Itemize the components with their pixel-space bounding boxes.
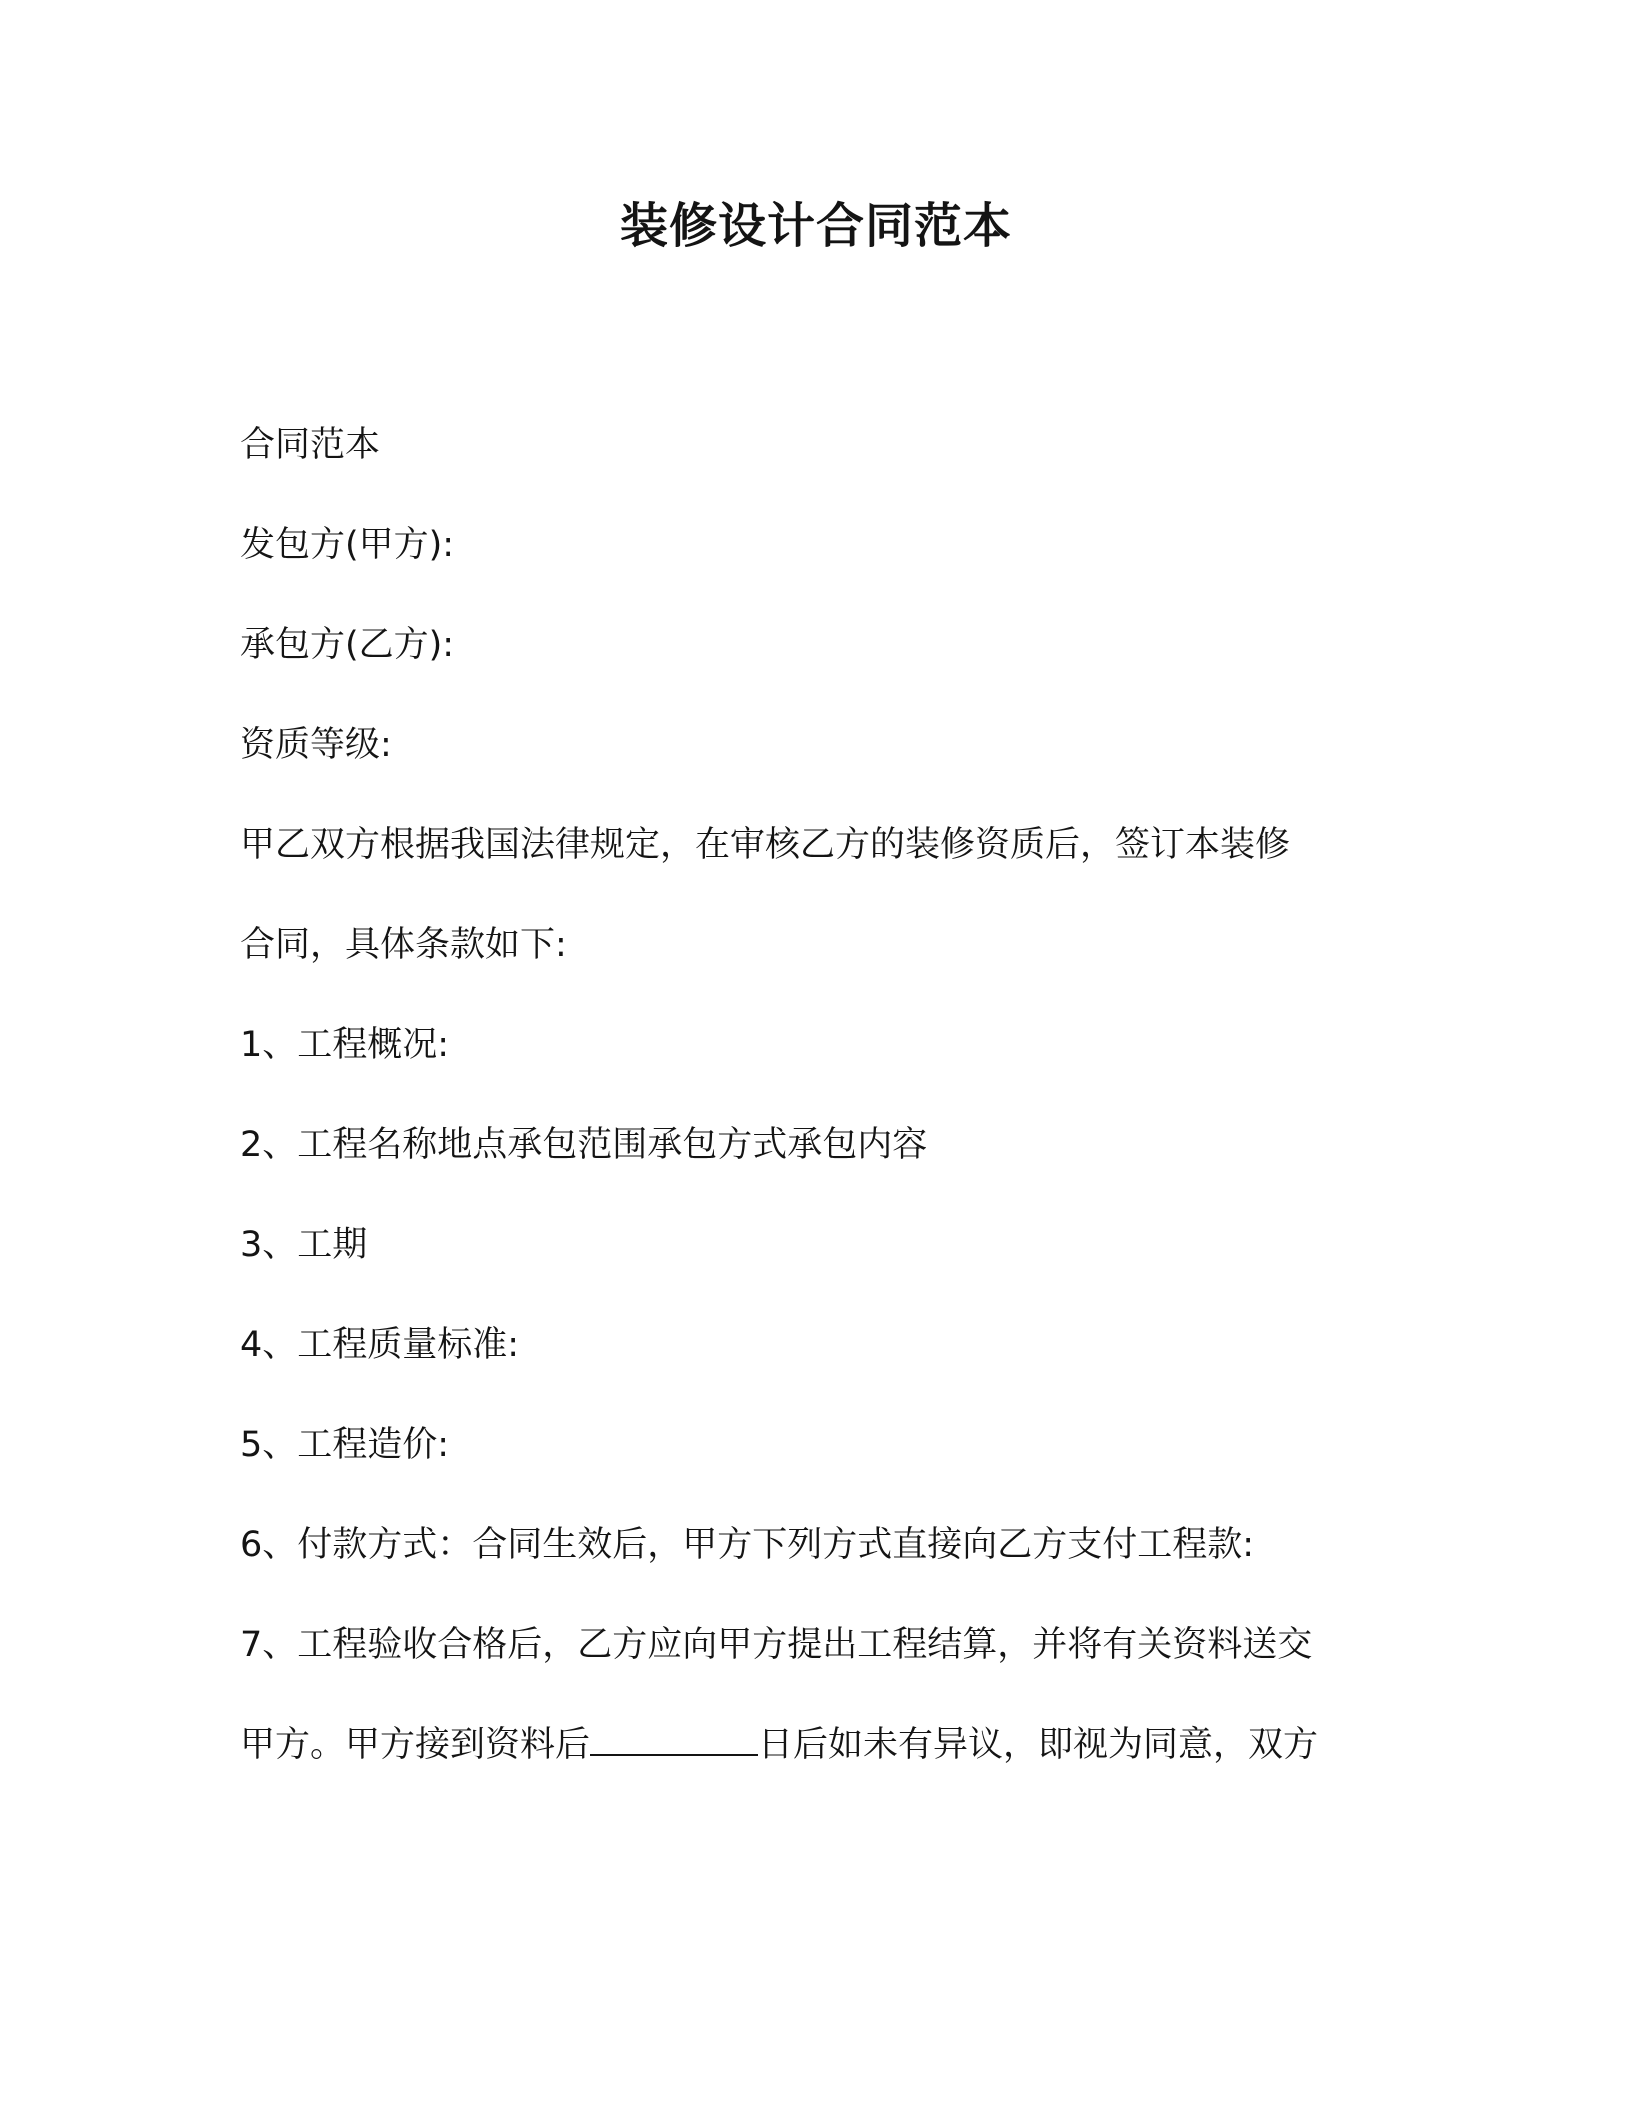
clause-7-text-after-blank: 日后如未有异议，即视为同意，双方 xyxy=(758,1725,1319,1765)
line-party-a: 发包方(甲方): xyxy=(240,525,455,565)
line-party-b: 承包方(乙方): xyxy=(240,625,455,665)
clause-5: 5、工程造价: xyxy=(240,1425,450,1465)
document-title: 装修设计合同范本 xyxy=(619,198,1012,254)
fill-in-blank xyxy=(590,1720,758,1756)
clause-7-continued xyxy=(240,1720,1410,1770)
line-intro-2: 合同，具体条款如下: xyxy=(240,925,567,965)
clause-7: 7、工程验收合格后，乙方应向甲方提出工程结算，并将有关资料送交 xyxy=(240,1625,1313,1665)
clause-7-text-before-blank: 甲方。甲方接到资料后 xyxy=(240,1725,591,1765)
clause-2: 2、工程名称地点承包范围承包方式承包内容 xyxy=(240,1125,928,1165)
clause-3: 3、工期 xyxy=(240,1225,368,1265)
line-intro-1: 甲乙双方根据我国法律规定，在审核乙方的装修资质后，签订本装修 xyxy=(240,825,1291,865)
clause-1: 1、工程概况: xyxy=(240,1025,450,1065)
clause-6: 6、付款方式：合同生效后，甲方下列方式直接向乙方支付工程款: xyxy=(240,1525,1255,1565)
line-qualification-level: 资质等级: xyxy=(240,725,392,765)
clause-4: 4、工程质量标准: xyxy=(240,1325,520,1365)
line-contract-template: 合同范本 xyxy=(240,425,381,465)
